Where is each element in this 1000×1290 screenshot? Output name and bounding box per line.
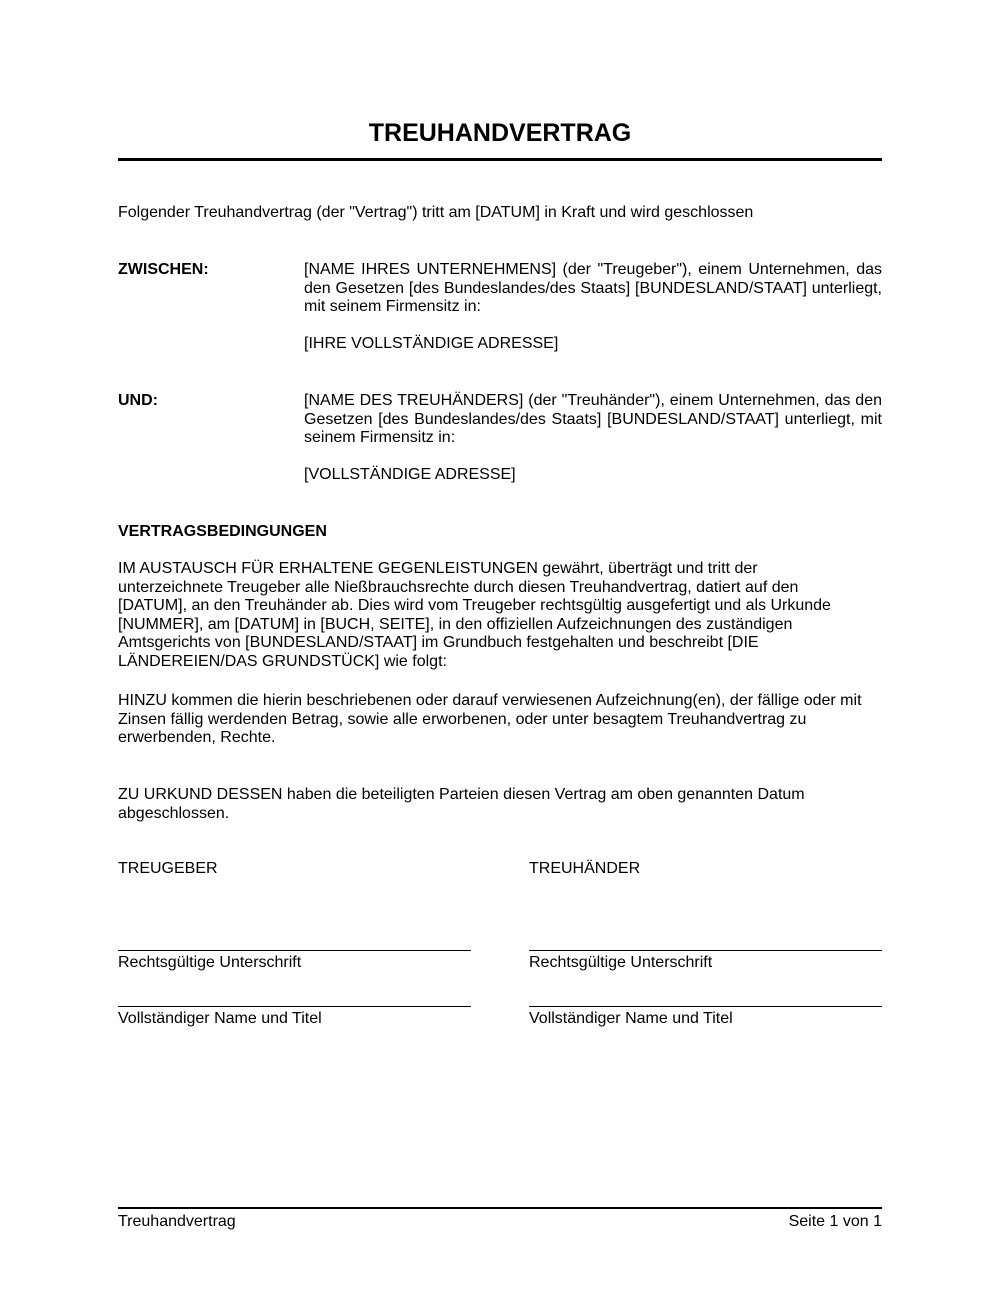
party-text-trustee: [NAME DES TREUHÄNDERS] (der "Treuhänder"), einem Unternehmen, das den Gesetzen [des Bundeslandes/des Staats] [BUNDESLAND/STAAT] unterliegt, mit seinem Firmensitz in: (304, 392, 882, 446)
document-page (118, 0, 882, 1290)
text-line: HINZU kommen die hierin beschriebenen oder darauf verwiesenen Aufzeichnung(en), der fällige oder mit (118, 692, 862, 709)
footer-page-number: Seite 1 von 1 (788, 1213, 882, 1230)
party-label-and: UND: (118, 392, 158, 409)
party-address-trustee: [VOLLSTÄNDIGE ADRESSE] (304, 465, 516, 483)
text-line: IM AUSTAUSCH FÜR ERHALTENE GEGENLEISTUNGEN gewährt, überträgt und tritt der (118, 560, 758, 577)
party-block-trustee (304, 392, 882, 484)
terms-paragraph-2 (118, 692, 882, 748)
text-line: abgeschlossen. (118, 804, 230, 822)
text-line: unterzeichnete Treugeber alle Nießbrauchsrechte durch diesen Treuhandvertrag, datiert auf den (118, 578, 799, 596)
text-line: erwerbenden, Rechte. (118, 729, 276, 746)
party-text-trustor: [NAME IHRES UNTERNEHMENS] (der "Treugeber"), einem Unternehmen, das den Gesetzen [des Bundeslandes/des Staats] [BUNDESLAND/STAAT] unterliegt, mit seinem Firmensitz in: (304, 261, 882, 315)
intro-paragraph: Folgender Treuhandvertrag (der "Vertrag") tritt am [DATUM] in Kraft und wird geschlossen (118, 204, 754, 221)
signature-line-trustor (118, 950, 471, 951)
name-line-trustee (529, 1006, 882, 1007)
party-label-between: ZWISCHEN: (118, 261, 209, 278)
name-label-trustee: Vollständiger Name und Titel (529, 1010, 733, 1027)
party-address-trustor: [IHRE VOLLSTÄNDIGE ADRESSE] (304, 334, 559, 352)
text-line: Zinsen fällig werdenden Betrag, sowie alle erworbenen, oder unter besagtem Treuhandvertrag zu (118, 710, 807, 728)
terms-heading: VERTRAGSBEDINGUNGEN (118, 523, 327, 540)
title-divider (118, 158, 882, 161)
text-line: Amtsgerichts von [BUNDESLAND/STAAT] im Grundbuch festgehalten und beschreibt [DIE (118, 634, 759, 651)
witness-paragraph (118, 786, 882, 823)
terms-paragraph-1 (118, 560, 882, 671)
signature-line-trustee (529, 950, 882, 951)
signature-party-trustee: TREUHÄNDER (529, 860, 641, 877)
name-line-trustor (118, 1006, 471, 1007)
signature-label-trustee: Rechtsgültige Unterschrift (529, 954, 713, 971)
text-line: [NUMMER], am [DATUM] in [BUCH, SEITE], in den offiziellen Aufzeichnungen des zuständigen (118, 615, 793, 633)
document-title: TREUHANDVERTRAG (368, 119, 632, 147)
text-line: [DATUM], an den Treuhänder ab. Dies wird vom Treugeber rechtsgültig ausgefertigt und als Urkunde (118, 597, 831, 614)
footer-divider (118, 1207, 882, 1209)
signature-party-trustor: TREUGEBER (118, 860, 218, 877)
footer-document-name: Treuhandvertrag (118, 1213, 236, 1230)
signature-label-trustor: Rechtsgültige Unterschrift (118, 954, 302, 971)
name-label-trustor: Vollständiger Name und Titel (118, 1010, 322, 1027)
text-line: LÄNDEREIEN/DAS GRUNDSTÜCK] wie folgt: (118, 652, 447, 670)
text-line: ZU URKUND DESSEN haben die beteiligten Parteien diesen Vertrag am oben genannten Datum (118, 786, 805, 803)
party-block-trustor (304, 261, 882, 353)
